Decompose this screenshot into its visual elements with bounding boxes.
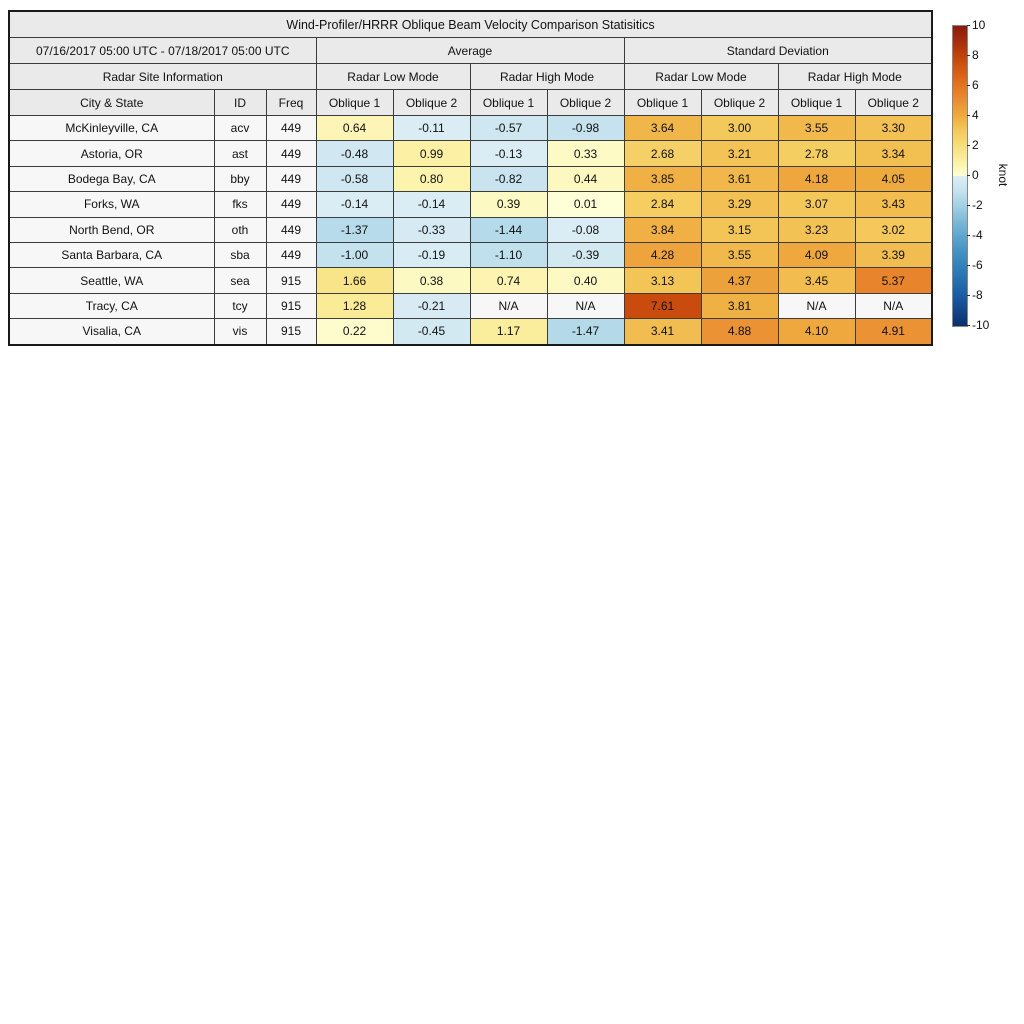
colorbar-tick-mark [967,85,970,86]
id-cell: oth [214,217,266,242]
table-row [9,293,932,318]
std-high-mode-header: Radar High Mode [778,64,932,90]
colorbar-tick-mark [967,325,970,326]
city-column-header: City & State [9,90,214,116]
value-cell: -0.13 [470,141,547,166]
colorbar-tick-mark [967,175,970,176]
freq-cell: 915 [266,319,316,345]
value-cell: 0.44 [547,166,624,191]
table-row [9,141,932,166]
colorbar-unit-label: knot [996,163,1010,187]
colorbar-tick-mark [967,265,970,266]
freq-cell: 449 [266,192,316,217]
table-row [9,242,932,267]
value-cell: -1.37 [316,217,393,242]
value-cell: -0.57 [470,116,547,141]
freq-cell: 449 [266,116,316,141]
value-cell: 2.78 [778,141,855,166]
value-cell: 4.10 [778,319,855,345]
value-cell: 4.91 [855,319,932,345]
colorbar-tick-label: -6 [972,258,983,272]
value-cell: 3.43 [855,192,932,217]
value-cell: 3.41 [624,319,701,345]
title-row [9,11,932,38]
average-section-header: Average [316,38,624,64]
value-cell: N/A [470,293,547,318]
id-column-header: ID [214,90,266,116]
value-cell: 4.09 [778,242,855,267]
value-cell: 3.30 [855,116,932,141]
id-cell: fks [214,192,266,217]
value-cell: -0.11 [393,116,470,141]
colorbar-tick-mark [967,115,970,116]
value-cell: 3.39 [855,242,932,267]
value-cell: 0.80 [393,166,470,191]
value-cell: 3.02 [855,217,932,242]
avg-low-mode-header: Radar Low Mode [316,64,470,90]
colorbar-tick-label: 10 [972,18,986,32]
value-cell: 0.99 [393,141,470,166]
value-cell: -0.98 [547,116,624,141]
avg-high-mode-header: Radar High Mode [470,64,624,90]
value-cell: 4.18 [778,166,855,191]
id-cell: sea [214,268,266,293]
freq-cell: 449 [266,166,316,191]
value-cell: 3.15 [701,217,778,242]
value-cell: 2.84 [624,192,701,217]
value-cell: 0.39 [470,192,547,217]
id-cell: ast [214,141,266,166]
oblique-column-header: Oblique 2 [701,90,778,116]
oblique-column-header: Oblique 1 [470,90,547,116]
value-cell: -1.00 [316,242,393,267]
city-cell: Santa Barbara, CA [9,242,214,267]
colorbar-tick-label: 6 [972,78,979,92]
value-cell: -0.14 [393,192,470,217]
city-cell: Astoria, OR [9,141,214,166]
table-title: Wind-Profiler/HRRR Oblique Beam Velocity Comparison Statisitics [9,11,932,38]
value-cell: 3.23 [778,217,855,242]
period-header: 07/16/2017 05:00 UTC - 07/18/2017 05:00 UTC [9,38,316,64]
id-cell: sba [214,242,266,267]
city-cell: Forks, WA [9,192,214,217]
value-cell: 0.22 [316,319,393,345]
value-cell: -0.21 [393,293,470,318]
value-cell: 3.00 [701,116,778,141]
value-cell: 4.28 [624,242,701,267]
value-cell: -0.19 [393,242,470,267]
oblique-column-header: Oblique 1 [316,90,393,116]
city-cell: Visalia, CA [9,319,214,345]
value-cell: -0.08 [547,217,624,242]
site-info-header: Radar Site Information [9,64,316,90]
oblique-column-header: Oblique 2 [855,90,932,116]
table-row [9,268,932,293]
value-cell: -1.10 [470,242,547,267]
oblique-column-header: Oblique 1 [778,90,855,116]
value-cell: 7.61 [624,293,701,318]
city-cell: Bodega Bay, CA [9,166,214,191]
value-cell: -0.33 [393,217,470,242]
value-cell: -0.45 [393,319,470,345]
value-cell: N/A [855,293,932,318]
colorbar-tick-mark [967,205,970,206]
colorbar-tick-label: 2 [972,138,979,152]
value-cell: N/A [547,293,624,318]
value-cell: 0.33 [547,141,624,166]
value-cell: 3.29 [701,192,778,217]
value-cell: 3.64 [624,116,701,141]
value-cell: 4.37 [701,268,778,293]
table-body [9,116,932,345]
value-cell: 0.40 [547,268,624,293]
freq-cell: 915 [266,268,316,293]
colorbar-tick-mark [967,295,970,296]
value-cell: 3.34 [855,141,932,166]
value-cell: -1.44 [470,217,547,242]
value-cell: 3.55 [701,242,778,267]
colorbar-tick-mark [967,145,970,146]
mode-row [9,64,932,90]
colorbar-tick-mark [967,55,970,56]
table-row [9,192,932,217]
colorbar-tick-label: -2 [972,198,983,212]
colorbar-gradient [952,25,968,327]
value-cell: 3.85 [624,166,701,191]
colorbar-tick-label: 4 [972,108,979,122]
freq-cell: 449 [266,141,316,166]
city-cell: North Bend, OR [9,217,214,242]
value-cell: 3.07 [778,192,855,217]
colorbar [952,18,1024,332]
oblique-column-header: Oblique 2 [547,90,624,116]
value-cell: 3.81 [701,293,778,318]
oblique-column-header: Oblique 2 [393,90,470,116]
value-cell: 0.74 [470,268,547,293]
value-cell: 3.84 [624,217,701,242]
colorbar-tick-mark [967,235,970,236]
value-cell: -0.14 [316,192,393,217]
colorbar-tick-mark [967,25,970,26]
value-cell: 1.66 [316,268,393,293]
colorbar-tick-label: -8 [972,288,983,302]
value-cell: -0.82 [470,166,547,191]
freq-cell: 915 [266,293,316,318]
value-cell: -0.58 [316,166,393,191]
value-cell: 1.28 [316,293,393,318]
value-cell: 3.55 [778,116,855,141]
id-cell: tcy [214,293,266,318]
value-cell: 5.37 [855,268,932,293]
stats-table [8,10,933,346]
value-cell: -1.47 [547,319,624,345]
city-cell: Seattle, WA [9,268,214,293]
table-row [9,217,932,242]
value-cell: -0.48 [316,141,393,166]
column-header-row [9,90,932,116]
value-cell: 3.61 [701,166,778,191]
value-cell: 2.68 [624,141,701,166]
std-low-mode-header: Radar Low Mode [624,64,778,90]
value-cell: 3.21 [701,141,778,166]
section-row [9,38,932,64]
freq-cell: 449 [266,217,316,242]
oblique-column-header: Oblique 1 [624,90,701,116]
value-cell: 0.64 [316,116,393,141]
value-cell: 3.45 [778,268,855,293]
value-cell: 3.13 [624,268,701,293]
colorbar-tick-label: 8 [972,48,979,62]
colorbar-tick-label: -4 [972,228,983,242]
freq-cell: 449 [266,242,316,267]
value-cell: 0.38 [393,268,470,293]
value-cell: 4.05 [855,166,932,191]
table-row [9,116,932,141]
stddev-section-header: Standard Deviation [624,38,932,64]
id-cell: acv [214,116,266,141]
value-cell: 0.01 [547,192,624,217]
colorbar-tick-label: -10 [972,318,990,332]
colorbar-tick-label: 0 [972,168,979,182]
value-cell: 1.17 [470,319,547,345]
city-cell: McKinleyville, CA [9,116,214,141]
table-row [9,319,932,345]
value-cell: 4.88 [701,319,778,345]
id-cell: bby [214,166,266,191]
table-header [9,11,932,116]
freq-column-header: Freq [266,90,316,116]
id-cell: vis [214,319,266,345]
value-cell: N/A [778,293,855,318]
table-row [9,166,932,191]
value-cell: -0.39 [547,242,624,267]
city-cell: Tracy, CA [9,293,214,318]
